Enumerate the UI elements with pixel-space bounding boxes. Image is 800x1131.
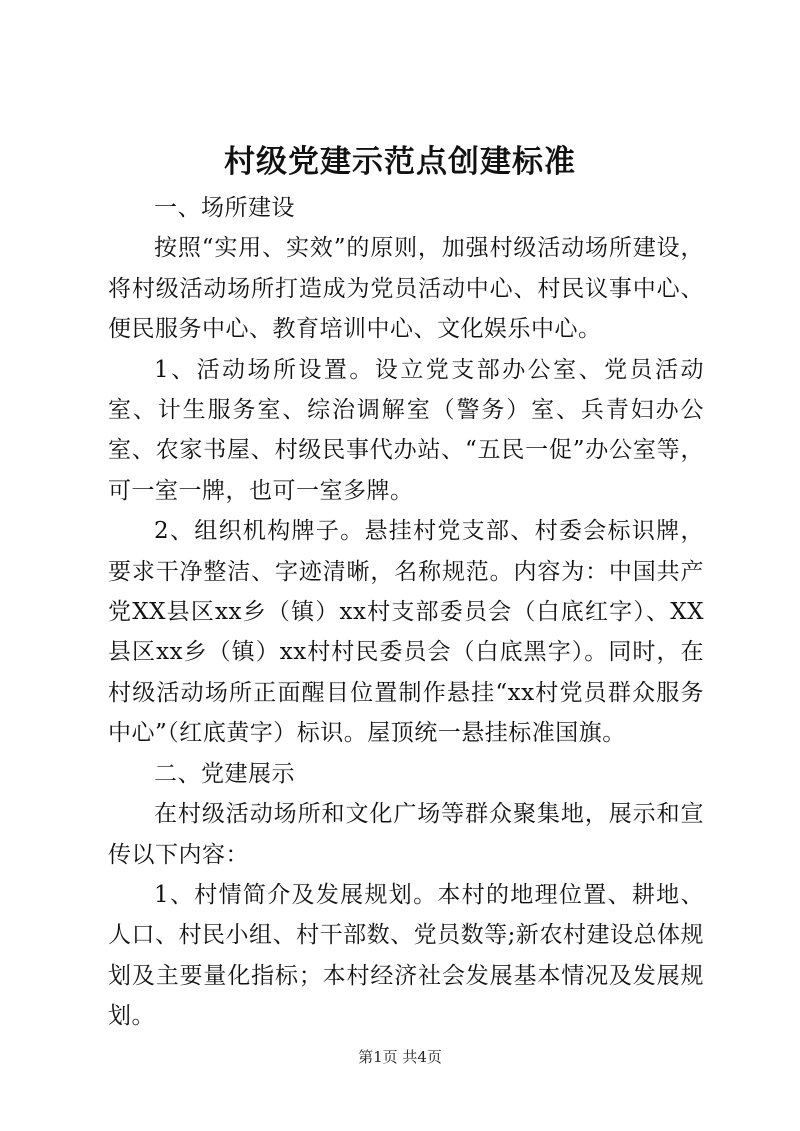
document-title: 村级党建示范点创建标准 <box>224 144 576 180</box>
section-heading-display: 二、党建展示 <box>154 760 295 787</box>
paragraph-venue-rooms: 1、活动场所设置。设立党支部办公室、党员活动室、计生服务室、综治调解室（警务）室、兵青妇办公室、农家书屋、村级民事代办站、“五民一促”办公室等，可一室一牌，也可一室多牌。 <box>108 356 704 504</box>
document-body <box>108 188 704 1037</box>
paragraph-display-intro: 在村级活动场所和文化广场等群众聚集地，展示和宣传以下内容： <box>108 801 704 868</box>
section-heading-venue: 一、场所建设 <box>154 195 295 221</box>
paragraph-venue-principle: 按照“实用、实效”的原则，加强村级活动场所建设，将村级活动场所打造成为党员活动中心、村民议事中心、便民服务中心、教育培训中心、文化娱乐中心。 <box>108 235 704 343</box>
paragraph-organization-signs: 2、组织机构牌子。悬挂村党支部、村委会标识牌，要求干净整洁、字迹清晰，名称规范。内容为：中国共产党XX县区xx乡（镇）xx村支部委员会（白底红字）、XX县区xx乡（镇）xx村村民委员会（白底黑字）。同时，在村级活动场所正面醒目位置制作悬挂“xx村党员群众服务中心”（红底黄字）标识。屋顶统一悬挂标准国旗。 <box>108 518 704 747</box>
page-number-footer: 第1页 共4页 <box>358 1048 442 1066</box>
paragraph-village-profile: 1、村情简介及发展规划。本村的地理位置、耕地、人口、村民小组、村干部数、党员数等;新农村建设总体规划及主要量化指标；本村经济社会发展基本情况及发展规划。 <box>108 881 704 1030</box>
